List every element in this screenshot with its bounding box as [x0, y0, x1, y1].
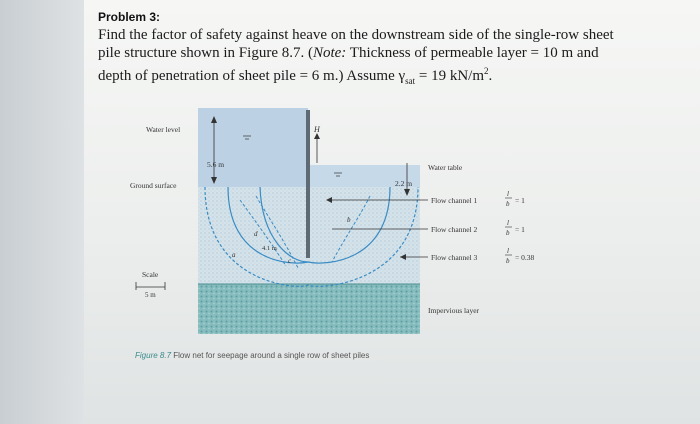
problem-label: Problem 3: [98, 10, 161, 24]
ratio-3: = 0.38 [515, 253, 535, 262]
svg-text:b: b [506, 200, 510, 208]
water-table-label: Water table [428, 163, 463, 172]
svg-text:l: l [507, 190, 509, 198]
point-d: d [254, 230, 258, 238]
point-b: b [347, 216, 351, 224]
impervious-layer [198, 284, 420, 334]
upstream-depth-label: 5.6 m [207, 160, 225, 169]
ratio-1: = 1 [515, 196, 525, 205]
ratio-2: = 1 [515, 225, 525, 234]
flow-channel-3-label: Flow channel 3 [431, 253, 478, 262]
sheet-pile [306, 110, 310, 258]
flow-channel-1-label: Flow channel 1 [431, 196, 478, 205]
point-a: a [232, 251, 236, 259]
svg-text:l: l [507, 219, 509, 227]
downstream-depth-label: 2.2 m [395, 179, 413, 188]
point-c: c [288, 257, 292, 265]
svg-text:b: b [506, 229, 510, 237]
h-label: H [314, 125, 320, 134]
scale-label: Scale [142, 270, 159, 279]
scale-value: 5 m [145, 291, 156, 299]
impervious-label: Impervious layer [428, 306, 480, 315]
water-level-label: Water level [146, 125, 181, 134]
ground-surface-label: Ground surface [130, 181, 177, 190]
figure-caption: Figure 8.7 Flow net for seepage around a single row of sheet piles [135, 351, 370, 360]
problem-line-1: Find the factor of safety against heave on the downstream side of the single-row sheet [98, 27, 614, 43]
svg-text:b: b [506, 257, 510, 265]
problem-line-3: depth of penetration of sheet pile = 6 m.) Assume $\gamma_{sat} = 19$ $kN/m^2$. [98, 66, 493, 86]
problem-line-2: pile structure shown in Figure 8.7. (Note: Thickness of permeable layer = 10 m and [98, 45, 599, 61]
dimension-4-1: 4.1 m [262, 245, 277, 252]
flow-channel-2-label: Flow channel 2 [431, 225, 478, 234]
svg-text:l: l [507, 247, 509, 255]
